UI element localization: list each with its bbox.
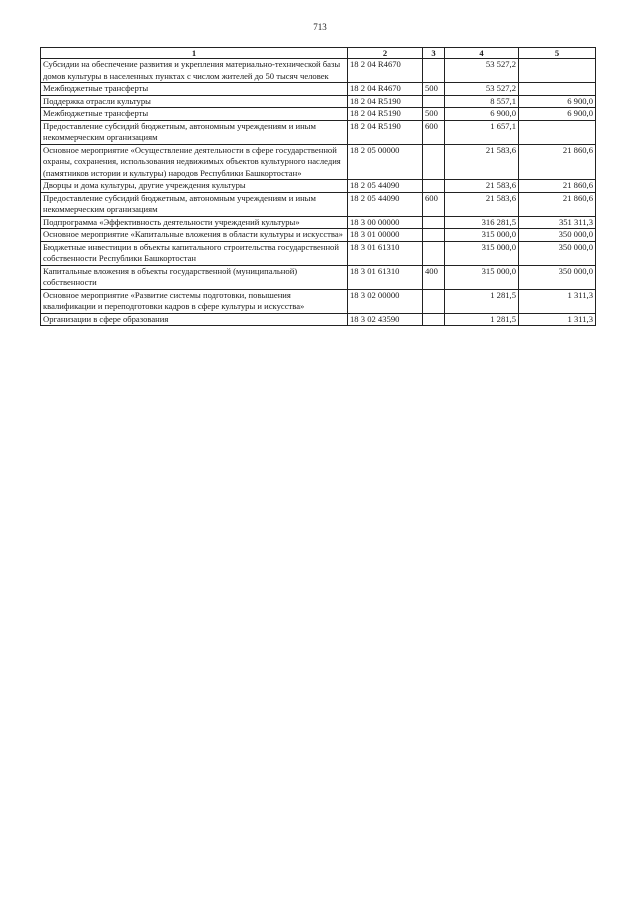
row-name: Подпрограмма «Эффективность деятельности учреждений культуры» (41, 216, 348, 229)
row-name: Поддержка отрасли культуры (41, 95, 348, 108)
header-col-2: 2 (348, 48, 423, 59)
row-code: 18 2 05 00000 (348, 144, 423, 180)
row-name: Основное мероприятие «Развитие системы подготовки, повышения квалификации и переподготовки кадров в сфере культуры и искусства» (41, 289, 348, 313)
row-value-col5 (519, 120, 596, 144)
row-code: 18 3 01 61310 (348, 265, 423, 289)
header-col-5: 5 (519, 48, 596, 59)
row-value-col4: 6 900,0 (445, 108, 519, 121)
table-row (41, 241, 596, 265)
row-name: Бюджетные инвестиции в объекты капитального строительства государственной собственности Республики Башкортостан (41, 241, 348, 265)
table-row (41, 59, 596, 83)
table-row (41, 108, 596, 121)
row-code: 18 2 05 44090 (348, 192, 423, 216)
row-value-col4: 21 583,6 (445, 180, 519, 193)
row-code: 18 2 04 R4670 (348, 59, 423, 83)
row-type: 600 (423, 120, 445, 144)
table-row (41, 313, 596, 326)
row-type (423, 313, 445, 326)
row-value-col5: 350 000,0 (519, 229, 596, 242)
row-name: Предоставление субсидий бюджетным, автономным учреждениям и иным некоммерческим организациям (41, 192, 348, 216)
row-name: Субсидии на обеспечение развития и укрепления материально-технической базы домов культуры в населенных пунктах с числом жителей до 50 тысяч человек (41, 59, 348, 83)
table-row (41, 216, 596, 229)
header-col-4: 4 (445, 48, 519, 59)
row-type (423, 216, 445, 229)
row-type (423, 229, 445, 242)
row-type (423, 289, 445, 313)
row-value-col4: 1 657,1 (445, 120, 519, 144)
row-value-col4: 1 281,5 (445, 313, 519, 326)
table-row (41, 229, 596, 242)
header-col-1: 1 (41, 48, 348, 59)
row-code: 18 2 05 44090 (348, 180, 423, 193)
table-row (41, 95, 596, 108)
row-value-col5: 351 311,3 (519, 216, 596, 229)
row-value-col5: 1 311,3 (519, 313, 596, 326)
row-type (423, 180, 445, 193)
row-type (423, 241, 445, 265)
row-value-col5: 21 860,6 (519, 144, 596, 180)
row-value-col5: 1 311,3 (519, 289, 596, 313)
row-type: 400 (423, 265, 445, 289)
page-number: 713 (313, 22, 327, 32)
table-body (41, 59, 596, 326)
row-type: 600 (423, 192, 445, 216)
row-code: 18 3 01 61310 (348, 241, 423, 265)
row-value-col4: 21 583,6 (445, 192, 519, 216)
row-value-col5: 350 000,0 (519, 265, 596, 289)
table-row (41, 83, 596, 96)
row-value-col4: 21 583,6 (445, 144, 519, 180)
table-row (41, 192, 596, 216)
row-code: 18 3 02 43590 (348, 313, 423, 326)
row-value-col5 (519, 83, 596, 96)
row-type (423, 144, 445, 180)
table-row (41, 144, 596, 180)
row-value-col5: 350 000,0 (519, 241, 596, 265)
table-row (41, 289, 596, 313)
row-value-col4: 315 000,0 (445, 229, 519, 242)
row-name: Межбюджетные трансферты (41, 108, 348, 121)
row-type (423, 95, 445, 108)
row-value-col4: 53 527,2 (445, 83, 519, 96)
row-value-col5: 21 860,6 (519, 192, 596, 216)
row-value-col4: 316 281,5 (445, 216, 519, 229)
row-value-col4: 315 000,0 (445, 241, 519, 265)
row-type (423, 59, 445, 83)
row-name: Межбюджетные трансферты (41, 83, 348, 96)
row-value-col5 (519, 59, 596, 83)
row-value-col5: 6 900,0 (519, 108, 596, 121)
budget-table (40, 47, 596, 326)
row-value-col4: 53 527,2 (445, 59, 519, 83)
row-name: Основное мероприятие «Осуществление деятельности в сфере государственной охраны, сохранения, использования недвижимых объектов культурного наследия (памятников истории и культуры) народов Республики Башкортостан» (41, 144, 348, 180)
table-row (41, 180, 596, 193)
row-code: 18 3 02 00000 (348, 289, 423, 313)
row-code: 18 3 00 00000 (348, 216, 423, 229)
row-value-col5: 21 860,6 (519, 180, 596, 193)
row-type: 500 (423, 83, 445, 96)
row-code: 18 2 04 R4670 (348, 83, 423, 96)
table-header-row (41, 48, 596, 59)
row-value-col4: 8 557,1 (445, 95, 519, 108)
row-name: Капитальные вложения в объекты государственной (муниципальной) собственности (41, 265, 348, 289)
row-code: 18 2 04 R5190 (348, 95, 423, 108)
row-code: 18 2 04 R5190 (348, 120, 423, 144)
row-name: Дворцы и дома культуры, другие учреждения культуры (41, 180, 348, 193)
row-type: 500 (423, 108, 445, 121)
row-code: 18 3 01 00000 (348, 229, 423, 242)
row-name: Организации в сфере образования (41, 313, 348, 326)
table-row (41, 120, 596, 144)
row-name: Основное мероприятие «Капитальные вложения в области культуры и искусства» (41, 229, 348, 242)
row-name: Предоставление субсидий бюджетным, автономным учреждениям и иным некоммерческим организациям (41, 120, 348, 144)
header-col-3: 3 (423, 48, 445, 59)
table-row (41, 265, 596, 289)
row-code: 18 2 04 R5190 (348, 108, 423, 121)
row-value-col4: 315 000,0 (445, 265, 519, 289)
row-value-col5: 6 900,0 (519, 95, 596, 108)
row-value-col4: 1 281,5 (445, 289, 519, 313)
